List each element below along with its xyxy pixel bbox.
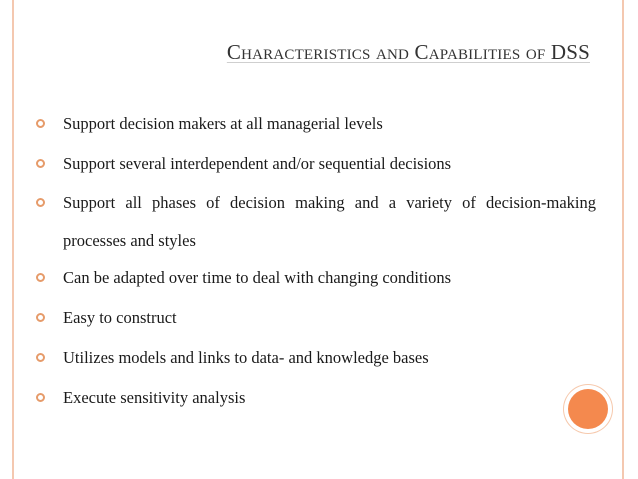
slide-border-right <box>622 0 624 479</box>
ring-bullet-icon <box>36 159 45 168</box>
ring-bullet-icon <box>36 273 45 282</box>
bullet-item <box>36 346 596 370</box>
bullet-item <box>36 306 596 330</box>
bullet-text: Can be adapted over time to deal with changing conditions <box>63 268 452 287</box>
ring-bullet-icon <box>36 353 45 362</box>
decorative-circle <box>568 389 608 429</box>
ring-bullet-icon <box>36 198 45 207</box>
ring-bullet-icon <box>36 313 45 322</box>
bullet-list <box>36 112 596 426</box>
bullet-text: Easy to construct <box>63 308 177 327</box>
bullet-item <box>36 152 596 176</box>
slide-title: Characteristics and Capabilities of DSS <box>226 40 590 64</box>
bullet-item <box>36 112 596 136</box>
bullet-text: Execute sensitivity analysis <box>63 388 246 407</box>
ring-bullet-icon <box>36 393 45 402</box>
bullet-item <box>36 266 596 290</box>
slide-border-left <box>12 0 14 479</box>
ring-bullet-icon <box>36 119 45 128</box>
bullet-text: Support decision makers at all managerial levels <box>63 114 383 133</box>
bullet-item <box>36 386 596 410</box>
bullet-text: Support several interdependent and/or sequential decisions <box>63 154 452 173</box>
bullet-text: Support all phases of decision making and a variety of decision-making processes and styles <box>63 193 596 250</box>
bullet-text: Utilizes models and links to data- and knowledge bases <box>63 348 429 367</box>
bullet-item <box>36 184 596 260</box>
